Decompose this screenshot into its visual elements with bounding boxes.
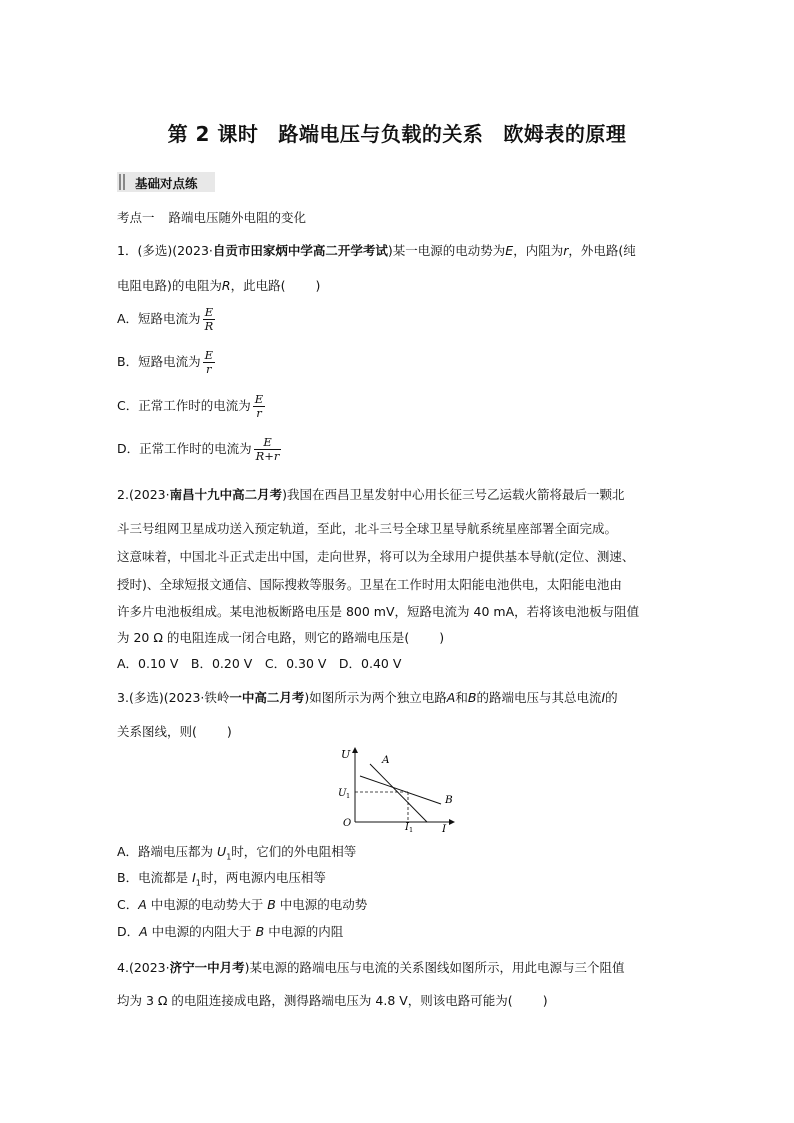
q1-tag: (多选): [137, 243, 173, 258]
q2-text: )我国在西昌卫星发射中心用长征三号乙运载火箭将最后一颗北: [282, 487, 625, 502]
q3-number: 3.: [117, 690, 129, 705]
var-A: A: [139, 924, 148, 939]
fraction: [254, 436, 282, 463]
option-text: B．电流都是: [117, 870, 193, 885]
q1-source-school: 自贡市田家炳中学高二开学考试: [212, 243, 388, 258]
q1-text: ，内阻为: [513, 243, 564, 258]
q1-line2: [117, 276, 320, 294]
q1-text: 电阻电路)的电阻为: [117, 278, 222, 293]
q4-line2: [117, 991, 548, 1009]
option-text: 中电源的电动势大于: [146, 897, 268, 912]
line-b: [360, 776, 441, 804]
section-label: 基础对点练: [135, 176, 198, 191]
q3-source: (2023·铁岭: [163, 690, 230, 705]
q2-text: 为 20 Ω 的电阻连成一闭合电路，则它的路端电压是(: [117, 630, 410, 645]
q2-source-school: 南昌十九中高二月考: [169, 487, 283, 502]
q2-number: 2.: [117, 487, 129, 502]
origin-label: O: [343, 818, 352, 829]
q3-line2: [117, 722, 232, 740]
option-label: B．短路电流为: [117, 354, 201, 369]
q3-answer-paren: ): [226, 724, 232, 739]
option-label: D．正常工作时的电流为: [117, 441, 252, 456]
var-U: U: [217, 844, 227, 859]
q1-option-b: [117, 349, 215, 376]
option-text: 时，它们的外电阻相等: [231, 844, 357, 859]
q1-text: )某一电源的电动势为: [387, 243, 506, 258]
q3-text: 的路端电压与其总电流: [476, 690, 602, 705]
q1-var-R: R: [221, 278, 231, 293]
option-text: 中电源的内阻: [264, 924, 344, 939]
option-label: C．正常工作时的电流为: [117, 398, 251, 413]
option-label: A．短路电流为: [117, 311, 201, 326]
q3-var-B: B: [467, 690, 477, 705]
i1-subscript: 1: [409, 826, 414, 834]
q4-number: 4.: [117, 960, 129, 975]
u1-subscript: 1: [346, 792, 351, 800]
q1-answer-paren: ): [315, 278, 321, 293]
fraction: [203, 349, 215, 376]
u-axis-label: U: [341, 748, 351, 761]
q1-var-E: E: [505, 243, 514, 258]
u-i-graph: [330, 742, 465, 834]
option-text: 中电源的电动势: [275, 897, 368, 912]
line-a: [370, 764, 427, 822]
q2-line2: 斗三号组网卫星成功送入预定轨道，至此，北斗三号全球卫星导航系统星座部署全面完成。: [117, 521, 618, 536]
q3-text: )如图所示为两个独立电路: [304, 690, 447, 705]
option-text: D．: [117, 924, 140, 939]
q3-text: 关系图线，则(: [117, 724, 197, 739]
option-text: 时，两电源内电压相等: [200, 870, 326, 885]
q3-text: 和: [455, 690, 468, 705]
q4-source-school: 济宁一中月考: [169, 960, 245, 975]
fraction: [253, 393, 265, 420]
q2-answer-paren: ): [439, 630, 445, 645]
fraction-denominator: r: [206, 362, 212, 376]
curve-a-label: A: [382, 754, 390, 766]
var-B: B: [255, 924, 265, 939]
q2-line6: [117, 628, 444, 646]
fraction-numerator: E: [203, 306, 216, 320]
fraction: [203, 306, 216, 333]
title-part2: 路端电压与负载的关系: [278, 122, 484, 146]
subscript: 1: [226, 852, 232, 862]
page-title: [0, 118, 794, 147]
q4-text: 均为 3 Ω 的电阻连接成电路，测得路端电压为 4.8 V，则该电路可能为(: [117, 993, 513, 1008]
var-I: I: [192, 870, 196, 885]
i1-label: I: [405, 822, 409, 833]
q2-line1: [117, 485, 625, 503]
curve-b-label: B: [445, 794, 453, 806]
q2-line3: 这意味着，中国北斗正式走出中国，走向世界，将可以为全球用户提供基本导航(定位、测速、: [117, 549, 635, 564]
q1-option-d: [117, 436, 281, 463]
q2-line5: 许多片电池板组成。某电池板断路电压是 800 mV，短路电流为 40 mA，若将该电池板与阻值: [117, 604, 640, 619]
section-bar-decoration: [123, 174, 125, 190]
fraction-numerator: E: [254, 436, 282, 450]
topic-text: 路端电压随外电阻的变化: [168, 210, 307, 225]
q1-source: (2023·: [172, 243, 213, 258]
subscript: 1: [195, 878, 201, 888]
title-part3: 欧姆表的原理: [503, 122, 627, 146]
section-bar-decoration: [119, 174, 121, 190]
q4-text: )某电源的路端电压与电流的关系图线如图所示，用此电源与三个阻值: [244, 960, 625, 975]
q3-line1: [117, 688, 618, 706]
q1-text: ，外电路(纯: [568, 243, 636, 258]
q3-tag: (多选): [128, 690, 164, 705]
fraction-denominator: r: [256, 406, 262, 420]
q3-option-c: [117, 895, 367, 913]
option-text: 中电源的内阻大于: [147, 924, 256, 939]
q3-var-I: I: [601, 690, 606, 705]
q4-source: (2023·: [128, 960, 170, 975]
u1-label: U: [338, 788, 347, 799]
q3-var-A: A: [446, 690, 456, 705]
var-A: A: [138, 897, 147, 912]
q4-line1: [117, 958, 625, 976]
q1-text: ，此电路(: [230, 278, 286, 293]
q1-number: 1．: [117, 243, 138, 258]
q1-line1: [117, 241, 636, 259]
var-B: B: [267, 897, 276, 912]
fraction-denominator: R: [204, 319, 214, 333]
q3-source-school: 一中高二月考: [229, 690, 305, 705]
q3-option-d: [117, 922, 343, 940]
topic-heading: [117, 208, 306, 226]
option-text: A．路端电压都为: [117, 844, 218, 859]
title-part1: 第 2 课时: [167, 122, 259, 146]
fraction-denominator: R+r: [255, 449, 280, 463]
q3-option-b: [117, 868, 326, 888]
q2-line4: 授时)、全球短报文通信、国际搜救等服务。卫星在工作时用太阳能电池供电，太阳能电池由: [117, 577, 622, 592]
q2-source: (2023·: [128, 487, 170, 502]
q4-answer-paren: ): [542, 993, 548, 1008]
q1-option-a: [117, 306, 215, 333]
q1-var-r: r: [563, 243, 569, 258]
q2-options: A．0.10 V B．0.20 V C．0.30 V D．0.40 V: [117, 656, 402, 671]
topic-label: 考点一: [117, 210, 155, 225]
q1-option-c: [117, 393, 265, 420]
i-axis-label: I: [442, 823, 447, 834]
fraction-numerator: E: [254, 392, 264, 406]
q3-text: 的: [605, 690, 618, 705]
q3-option-a: [117, 842, 356, 862]
fraction-numerator: E: [204, 348, 213, 362]
option-text: C．: [117, 897, 139, 912]
section-tag: [117, 172, 215, 192]
